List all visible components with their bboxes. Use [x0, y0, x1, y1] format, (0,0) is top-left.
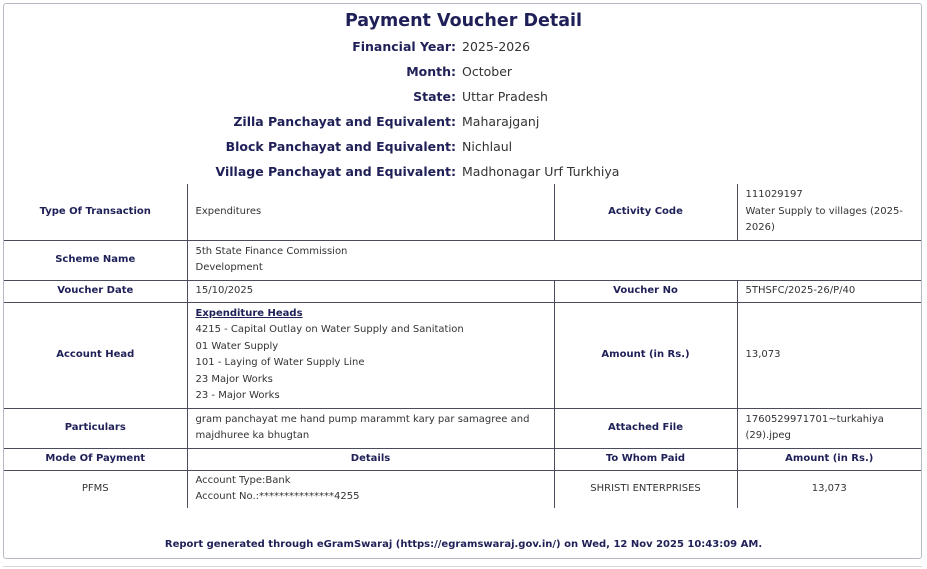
voucher-date-label: Voucher Date [4, 280, 187, 302]
account-type: Account Type:Bank [195, 474, 291, 486]
voucher-date-value: 15/10/2025 [187, 280, 554, 302]
expenditure-head-item: 01 Water Supply [195, 340, 279, 352]
month-row [0, 64, 927, 84]
type-row [4, 184, 921, 240]
expenditure-head-item: 4215 - Capital Outlay on Water Supply and Sanitation [195, 324, 464, 335]
amount-value: 13,073 [737, 302, 921, 408]
attached-file-label: Attached File [554, 408, 737, 448]
particulars-value: gram panchayat me hand pump marammt kary par samagree and majdhuree ka bhugtan [187, 408, 554, 448]
payment-details [187, 470, 554, 508]
payment-amount-header: Amount (in Rs.) [737, 448, 921, 470]
type-value: Expenditures [187, 184, 554, 240]
village-row [0, 164, 927, 184]
month-label: Month: [406, 64, 456, 79]
zilla-value: Maharajganj [462, 114, 540, 129]
details-header: Details [187, 448, 554, 470]
page-title: Payment Voucher Detail [344, 11, 583, 31]
scheme-value [187, 240, 921, 280]
state-value: Uttar Pradesh [462, 89, 548, 104]
zilla-row [0, 114, 927, 134]
zilla-label: Zilla Panchayat and Equivalent: [233, 114, 456, 129]
financial-year-value: 2025-2026 [462, 39, 531, 54]
block-row [0, 139, 927, 159]
payment-mode: PFMS [4, 470, 187, 508]
expenditure-head-item: 23 - Major Works [195, 390, 280, 401]
village-label: Village Panchayat and Equivalent: [215, 164, 456, 179]
payment-amount: 13,073 [737, 470, 921, 508]
to-whom-header: To Whom Paid [554, 448, 737, 470]
voucher-table [4, 184, 921, 508]
expenditure-head-item: 23 Major Works [195, 373, 273, 385]
block-label: Block Panchayat and Equivalent: [225, 139, 456, 154]
expenditure-head-item: 101 - Laying of Water Supply Line [195, 357, 365, 368]
account-number: Account No.:***************4255 [195, 491, 360, 503]
account-row [4, 302, 921, 408]
account-head-value [187, 302, 554, 408]
activity-code: 111029197 [745, 189, 803, 200]
state-label: State: [413, 89, 456, 104]
state-row [0, 89, 927, 109]
activity-label: Activity Code [554, 184, 737, 240]
voucher-no-label: Voucher No [554, 280, 737, 302]
financial-year-label: Financial Year: [352, 39, 456, 54]
report-footer: Report generated through eGramSwaraj (https://egramswaraj.gov.in/) on Wed, 12 Nov 2025 10:43:09 AM. [164, 539, 763, 550]
scheme-line-2: Development [195, 262, 263, 273]
account-head-label: Account Head [4, 302, 187, 408]
scheme-row [4, 240, 921, 280]
month-value: October [462, 64, 513, 79]
activity-desc: Water Supply to villages (2025-2026) [745, 205, 903, 233]
activity-value [737, 184, 921, 240]
block-value: Nichlaul [462, 139, 513, 154]
scheme-line-1: 5th State Finance Commission [195, 245, 348, 257]
date-row [4, 280, 921, 302]
voucher-no-value: 5THSFC/2025-26/P/40 [737, 280, 921, 302]
financial-year-row [0, 39, 927, 59]
village-value: Madhonagar Urf Turkhiya [462, 164, 620, 179]
type-label: Type Of Transaction [4, 184, 187, 240]
payee-name: SHRISTI ENTERPRISES [554, 470, 737, 508]
attached-file-value[interactable]: 1760529971701~turkahiya (29).jpeg [737, 408, 921, 448]
particulars-row [4, 408, 921, 448]
bottom-rule [3, 566, 922, 567]
expenditure-heads-title: Expenditure Heads [195, 307, 303, 319]
payment-header-row [4, 448, 921, 470]
mode-header: Mode Of Payment [4, 448, 187, 470]
particulars-label: Particulars [4, 408, 187, 448]
payment-row [4, 470, 921, 508]
amount-label: Amount (in Rs.) [554, 302, 737, 408]
scheme-label: Scheme Name [4, 240, 187, 280]
